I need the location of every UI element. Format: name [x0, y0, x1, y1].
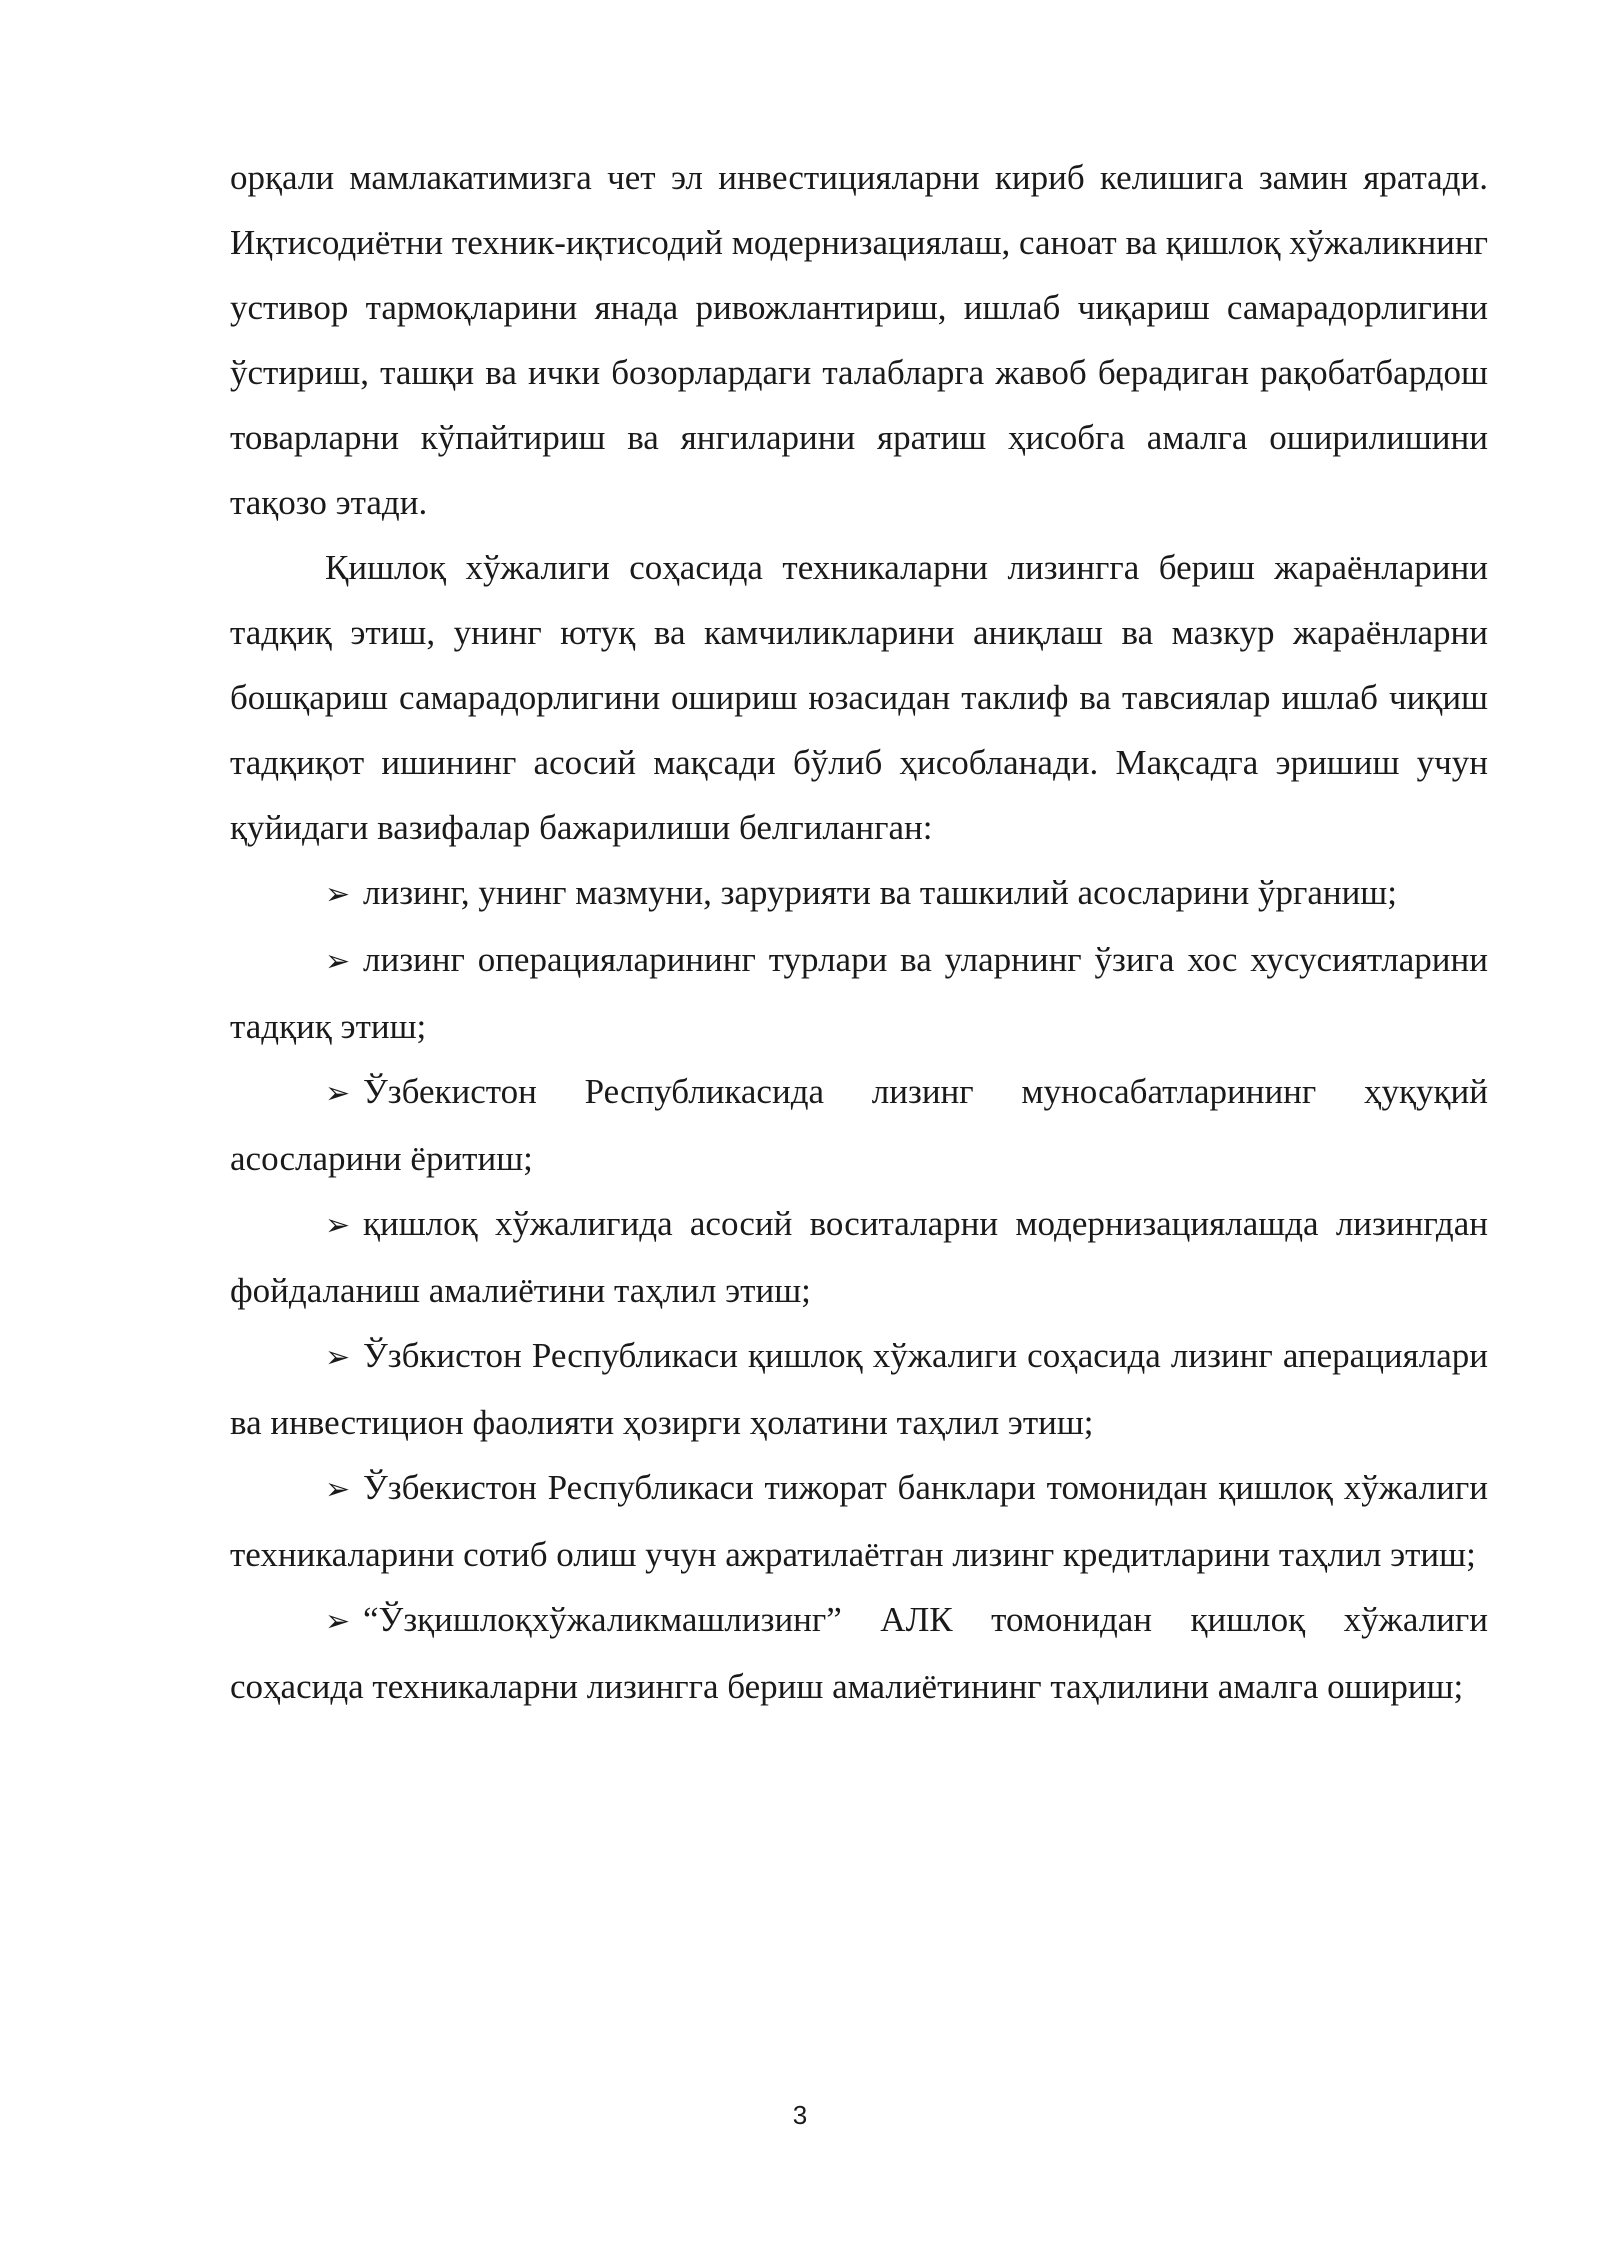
list-item-text: лизинг операцияларининг турлари ва уларнинг ўзига хос хусусиятларини тадқиқ этиш; — [230, 940, 1488, 1046]
arrowhead-bullet-icon: ➢ — [325, 1604, 351, 1639]
list-item-text: “Ўзқишлоқхўжаликмашлизинг” АЛК томонидан қишлоқ хўжалиги соҳасида техникаларни лизингга бериш амалиётининг таҳлилини амалга ошириш; — [230, 1600, 1488, 1706]
arrowhead-bullet-icon: ➢ — [325, 877, 351, 912]
arrowhead-bullet-icon: ➢ — [325, 1472, 351, 1507]
paragraph-goal: Қишлоқ хўжалиги соҳасида техникаларни лизингга бериш жараёнларини тадқиқ этиш, унинг ютуқ ва камчиликларини аниқлаш ва мазкур жараёнларни бошқариш самарадорлигини ошириш юзасидан таклиф ва тавсиялар ишлаб чиқиш тадқиқот ишининг асосий мақсади бўлиб ҳисобланади. Мақсадга эришиш учун қуйидаги вазифалар бажарилиши белгиланган: — [230, 548, 1488, 847]
arrowhead-bullet-icon: ➢ — [325, 944, 351, 979]
list-item — [230, 1587, 1488, 1719]
arrowhead-bullet-icon: ➢ — [325, 1340, 351, 1375]
list-item-text: лизинг, унинг мазмуни, зарурияти ва ташкилий асосларини ўрганиш; — [363, 873, 1397, 912]
list-item-text: қишлоқ хўжалигида асосий воситаларни модернизациялашда лизингдан фойдаланиш амалиётини таҳлил этиш; — [230, 1204, 1488, 1310]
list-item — [230, 927, 1488, 1059]
list-item — [230, 1059, 1488, 1191]
list-item-text: Ўзбекистон Республикаси тижорат банклари томонидан қишлоқ хўжалиги техникаларини сотиб олиш учун ажратилаётган лизинг кредитларини таҳлил этиш; — [230, 1468, 1488, 1574]
arrowhead-bullet-icon: ➢ — [325, 1208, 351, 1243]
list-item — [230, 860, 1488, 927]
arrowhead-bullet-icon: ➢ — [325, 1076, 351, 1111]
list-item-text: Ўзбкистон Республикаси қишлоқ хўжалиги соҳасида лизинг аперациялари ва инвестицион фаолияти ҳозирги ҳолатини таҳлил этиш; — [230, 1336, 1488, 1442]
list-item — [230, 1323, 1488, 1455]
list-item — [230, 1191, 1488, 1323]
paragraph-intro: орқали мамлакатимизга чет эл инвестицияларни кириб келишига замин яратади. Иқтисодиётни техник-иқтисодий модернизациялаш, саноат ва қишлоқ хўжаликнинг устивор тармоқларини янада ривожлантириш, ишлаб чиқариш самарадорлигини ўстириш, ташқи ва ички бозорлардаги талабларга жавоб берадиган рақобатбардош товарларни кўпайтириш ва янгиларини яратиш ҳисобга амалга оширилишини тақозо этади. — [230, 158, 1488, 522]
document-body — [230, 145, 1488, 1719]
list-item — [230, 1455, 1488, 1587]
list-item-text: Ўзбекистон Республикасида лизинг муносабатларининг ҳуқуқий асосларини ёритиш; — [230, 1072, 1488, 1178]
page-number: 3 — [792, 2100, 808, 2130]
task-list — [230, 860, 1488, 1719]
